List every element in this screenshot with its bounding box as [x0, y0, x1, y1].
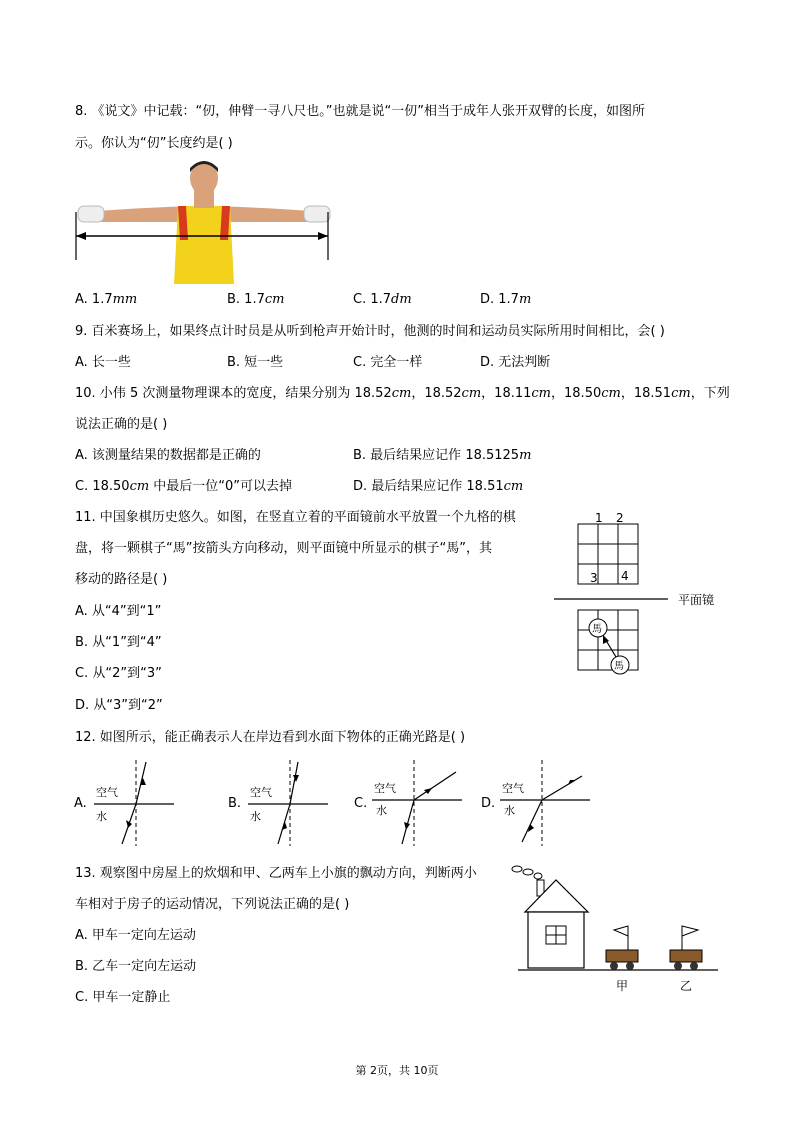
- q13-figure-house-cars: [508, 860, 738, 1000]
- q12-letter-d[interactable]: D.: [481, 796, 496, 811]
- q9-option-b[interactable]: B. 短一些: [227, 355, 284, 370]
- q8-option-b[interactable]: B. 1.7cm: [227, 292, 285, 307]
- q10-stem-line1: 10. 小伟 5 次测量物理课本的宽度，结果分别为 18.52cm，18.52cm，18.11cm，18.50cm，18.51cm，下列: [75, 386, 730, 401]
- q10-option-b[interactable]: B. 最后结果应记作 18.5125m: [353, 448, 532, 463]
- q13-option-a[interactable]: A. 甲车一定向左运动: [75, 928, 196, 943]
- q12-figure-a: [90, 758, 180, 848]
- q13-car-yi-label: 乙: [680, 979, 693, 993]
- q12-figure-d: [496, 758, 596, 848]
- q10-option-c[interactable]: C. 18.50cm 中最后一位“0”可以去掉: [75, 479, 293, 494]
- q10-stem-line2: 说法正确的是( ): [75, 417, 168, 432]
- q11-label-1: 1: [595, 511, 603, 525]
- q8-figure-arm-span: [74, 160, 334, 284]
- svg-text:水: 水: [376, 804, 387, 817]
- q12-letter-c[interactable]: C.: [354, 796, 368, 811]
- q10-option-a[interactable]: A. 该测量结果的数据都是正确的: [75, 448, 261, 463]
- q11-label-2: 2: [616, 511, 624, 525]
- q8-stem-line2: 示。你认为“仞”长度约是( ): [75, 136, 233, 151]
- q13-stem-line1: 13. 观察图中房屋上的炊烟和甲、乙两车上小旗的飘动方向，判断两小: [75, 866, 477, 881]
- q8-option-c[interactable]: C. 1.7dm: [353, 292, 412, 307]
- q13-car-jia-label: 甲: [616, 979, 629, 993]
- svg-text:水: 水: [96, 810, 107, 823]
- q12-stem: 12. 如图所示，能正确表示人在岸边看到水面下物体的正确光路是( ): [75, 730, 466, 745]
- svg-text:馬: 馬: [614, 661, 624, 672]
- svg-text:馬: 馬: [592, 624, 602, 635]
- svg-text:空气: 空气: [374, 782, 396, 795]
- q12-letter-a[interactable]: A.: [74, 796, 87, 811]
- q11-mirror-label: 平面镜: [678, 593, 715, 607]
- q13-option-c[interactable]: C. 甲车一定静止: [75, 990, 171, 1005]
- q12-figure-b: [244, 758, 334, 848]
- q11-label-3: 3: [590, 571, 598, 585]
- q8-option-a[interactable]: A. 1.7mm: [75, 292, 138, 307]
- q10-option-d[interactable]: D. 最后结果应记作 18.51cm: [353, 479, 524, 494]
- q9-option-c[interactable]: C. 完全一样: [353, 355, 423, 370]
- q11-option-d[interactable]: D. 从“3”到“2”: [75, 698, 163, 713]
- q12-letter-b[interactable]: B.: [228, 796, 242, 811]
- svg-text:水: 水: [250, 810, 261, 823]
- q9-stem: 9. 百米赛场上，如果终点计时员是从听到枪声开始计时，他测的时间和运动员实际所用时间相比，会( ): [75, 324, 665, 339]
- q11-option-c[interactable]: C. 从“2”到“3”: [75, 666, 162, 681]
- q11-stem-line3: 移动的路径是( ): [75, 572, 168, 587]
- q9-option-d[interactable]: D. 无法判断: [480, 355, 551, 370]
- q8-option-d[interactable]: D. 1.7m: [480, 292, 532, 307]
- svg-text:空气: 空气: [250, 786, 272, 799]
- svg-text:空气: 空气: [502, 782, 524, 795]
- svg-text:空气: 空气: [96, 786, 118, 799]
- q12-figure-c: [368, 758, 468, 848]
- q11-option-a[interactable]: A. 从“4”到“1”: [75, 604, 162, 619]
- q11-stem-line1: 11. 中国象棋历史悠久。如图，在竖直立着的平面镜前水平放置一个九格的棋: [75, 510, 516, 525]
- q9-option-a[interactable]: A. 长一些: [75, 355, 131, 370]
- q8-stem-line1: 8. 《说文》中记载：“仞，伸臂一寻八尺也。”也就是说“一仞”相当于成年人张开双臂的长度，如图所: [75, 104, 645, 119]
- page-footer: 第 2页，共 10页: [355, 1064, 439, 1077]
- q13-stem-line2: 车相对于房子的运动情况，下列说法正确的是( ): [75, 897, 350, 912]
- q11-label-4: 4: [621, 569, 629, 583]
- q13-option-b[interactable]: B. 乙车一定向左运动: [75, 959, 197, 974]
- q11-option-b[interactable]: B. 从“1”到“4”: [75, 635, 162, 650]
- svg-text:水: 水: [504, 804, 515, 817]
- q11-figure-chessboard-mirror: [548, 508, 728, 678]
- q11-stem-line2: 盘，将一颗棋子“馬”按箭头方向移动，则平面镜中所显示的棋子“馬”，其: [75, 541, 492, 556]
